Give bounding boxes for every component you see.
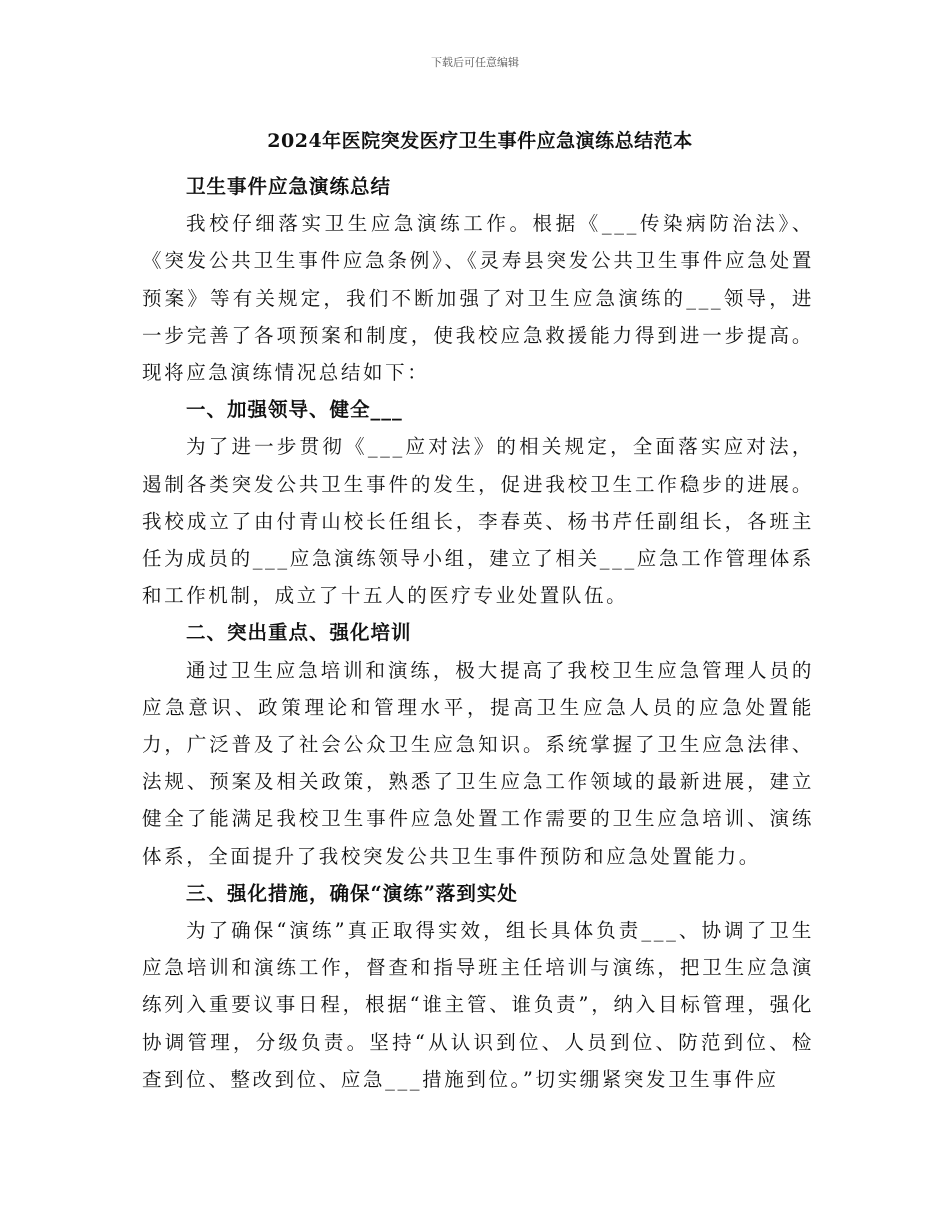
header-note: 下载后可任意编辑 bbox=[431, 56, 519, 69]
section-3-paragraph: 为了确保“演练”真正取得实效，组长具体负责___、协调了卫生应急培训和演练工作，督查和指导班主任培训与演练，把卫生应急演练列入重要议事日程，根据“谁主管、谁负责”，纳入目标管理，强化协调管理，分级负责。坚持“从认识到位、人员到位、防范到位、检查到位、整改到位、应急___措施到位。”切实绷紧突发卫生事件应 bbox=[142, 919, 814, 1091]
section-heading-1: 一、加强领导、健全___ bbox=[186, 398, 403, 422]
section-1-paragraph: 为了进一步贯彻《___应对法》的相关规定，全面落实应对法，遏制各类突发公共卫生事件的发生，促进我校卫生工作稳步的进展。我校成立了由付青山校长任组长，李春英、杨书芹任副组长，各班主任为成员的___应急演练领导小组，建立了相关___应急工作管理体系和工作机制，成立了十五人的医疗专业处置队伍。 bbox=[142, 435, 814, 608]
document-body bbox=[142, 168, 814, 1098]
section-2-paragraph: 通过卫生应急培训和演练，极大提高了我校卫生应急管理人员的应急意识、政策理论和管理水平，提高卫生应急人员的应急处置能力，广泛普及了社会公众卫生应急知识。系统掌握了卫生应急法律、法规、预案及相关政策，熟悉了卫生应急工作领域的最新进展，建立健全了能满足我校卫生事件应急处置工作需要的卫生应急培训、演练体系，全面提升了我校突发公共卫生事件预防和应急处置能力。 bbox=[142, 658, 814, 868]
subtitle-heading: 卫生事件应急演练总结 bbox=[186, 175, 392, 198]
document-title: 2024年医院突发医疗卫生事件应急演练总结范本 bbox=[267, 130, 693, 152]
intro-paragraph: 我校仔细落实卫生应急演练工作。根据《___传染病防治法》、《突发公共卫生事件应急条例》、《灵寿县突发公共卫生事件应急处置预案》等有关规定，我们不断加强了对卫生应急演练的___领导，进一步完善了各项预案和制度，使我校应急救援能力得到进一步提高。现将应急演练情况总结如下： bbox=[142, 212, 814, 385]
section-heading-3: 三、强化措施，确保“演练”落到实处 bbox=[186, 881, 518, 905]
section-heading-2: 二、突出重点、强化培训 bbox=[186, 621, 412, 645]
